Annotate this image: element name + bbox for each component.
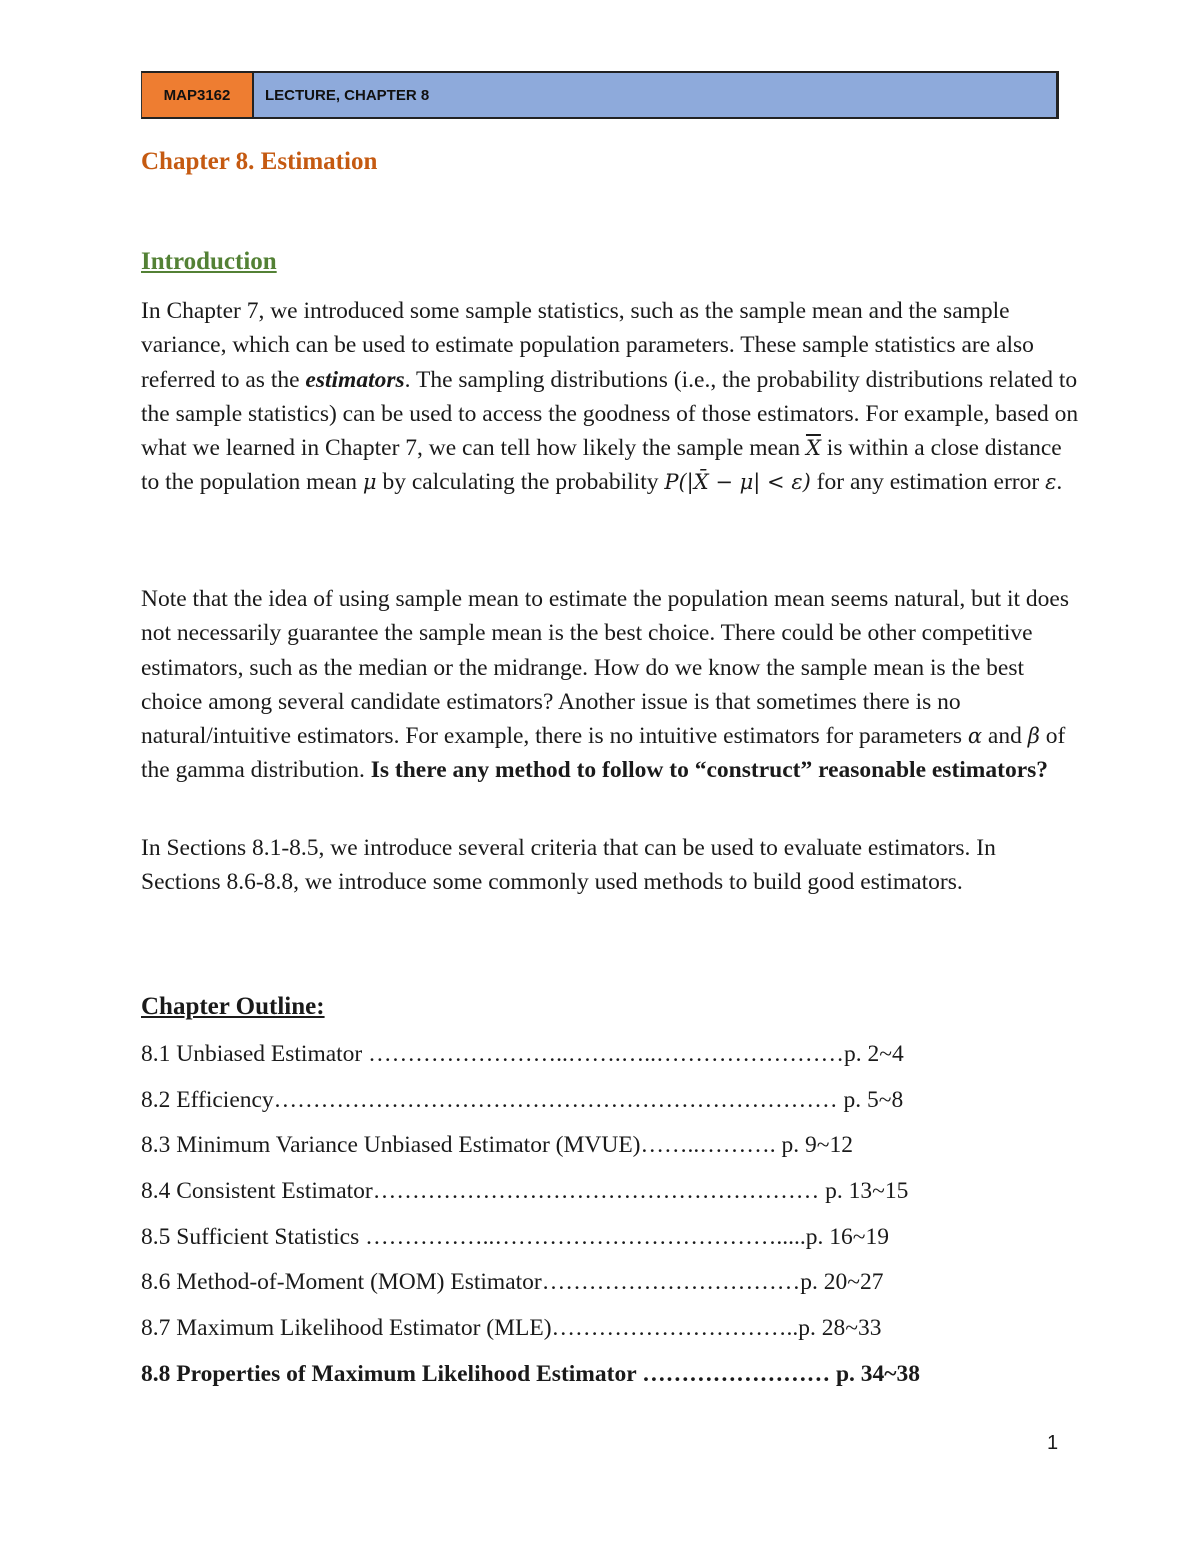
text: and (982, 723, 1028, 750)
estimators-term: estimators (305, 366, 405, 393)
text: is within a close distance to the population mean (141, 435, 1062, 496)
text: . The sampling distributions (i.e., the probability distributions related to the sample statistics) can be used to access the goodness of those estimators. For example, based on what we learned in Chapter 7, we can tell how likely the sample mean (141, 366, 1079, 462)
course-code: MAP3162 (142, 73, 254, 117)
chapter-title: Chapter 8. Estimation (141, 148, 378, 175)
chapter-outline-list (141, 1041, 1041, 1407)
intro-paragraph-3: In Sections 8.1-8.5, we introduce several criteria that can be used to evaluate estimators. In Sections 8.6-8.8, we introduce some commonly used methods to build good estimators. (141, 835, 996, 896)
text: In Chapter 7, we introduced some sample statistics, such as the sample mean and the sample variance, which can be used to estimate population parameters. These sample statistics are also referred to as the (141, 298, 1034, 393)
outline-item: 8.7 Maximum Likelihood Estimator (MLE)…………………………..p. 28~33 (141, 1315, 882, 1342)
key-question: Is there any method to follow to “construct” reasonable estimators? (370, 757, 1049, 784)
beta-symbol: β (1027, 724, 1040, 749)
text: . (1056, 469, 1063, 496)
xbar-symbol: $\overline{X}$ (805, 436, 821, 461)
probability-expression: P(|X̄ − μ| < ε) (664, 470, 811, 495)
page-number: 1 (1047, 1432, 1059, 1454)
text: of the gamma distribution. (141, 723, 1066, 784)
mu-symbol: μ (362, 470, 377, 495)
chapter-outline-heading: Chapter Outline: (141, 993, 325, 1020)
text: by calculating the probability (376, 469, 665, 496)
epsilon-symbol: ε (1045, 470, 1057, 495)
intro-paragraph-2 (141, 582, 1081, 788)
outline-item: 8.5 Sufficient Statistics ……………..……………………………….....p. 16~19 (141, 1223, 889, 1250)
outline-item: 8.1 Unbiased Estimator ……………………..…….…..……………………p. 2~4 (141, 1041, 904, 1067)
text: Note that the idea of using sample mean to estimate the population mean seems natural, but it does not necessarily guarantee the sample mean is the best choice. There could be other competitive estimators, such as the median or the midrange. How do we know the sample mean is the best choice among several candidate estimators? Another issue is that sometimes there is no natural/intuitive estimators. For example, there is no intuitive estimators for parameters (141, 586, 1070, 750)
intro-paragraph-1 (141, 294, 1081, 500)
introduction-heading: Introduction (141, 248, 277, 275)
text: for any estimation error (810, 469, 1046, 496)
alpha-symbol: α (967, 724, 983, 749)
outline-item: 8.4 Consistent Estimator………………………………………………… p. 13~15 (141, 1178, 909, 1205)
outline-item: 8.2 Efficiency……………………………………………………………… p. 5~8 (141, 1086, 904, 1113)
lecture-title: LECTURE, CHAPTER 8 (254, 73, 1056, 117)
page-header (141, 71, 1059, 119)
outline-item: 8.3 Minimum Variance Unbiased Estimator (MVUE)……..………. p. 9~12 (141, 1132, 853, 1159)
outline-item: 8.8 Properties of Maximum Likelihood Estimator …………………… p. 34~38 (141, 1360, 920, 1387)
outline-item: 8.6 Method-of-Moment (MOM) Estimator……………………………p. 20~27 (141, 1269, 884, 1296)
